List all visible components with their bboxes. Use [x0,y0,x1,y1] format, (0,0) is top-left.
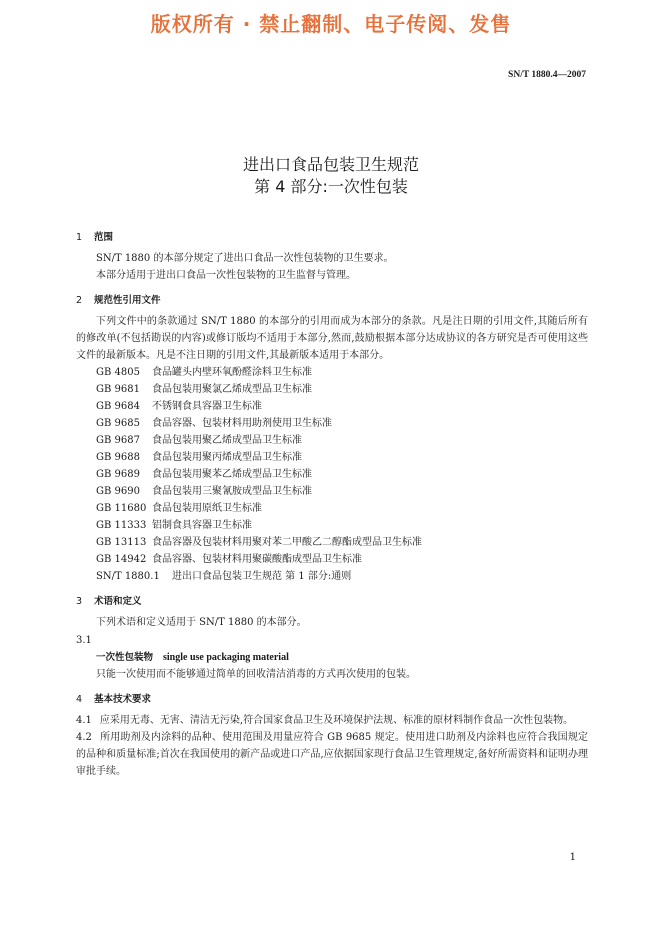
term-number: 3.1 [76,635,92,646]
section-heading-normative-references: 2 规范性引用文件 [76,295,161,306]
reference-list [76,364,588,585]
term-english: single use packaging material [163,652,289,663]
clause: 4.2 所用助剂及内涂料的品种、使用范围及用量应符合 GB 9685 规定。使用进口助剂及内涂料也应符合我国规定的品种和质量标准;首次在我国使用的新产品或进口产品,应依据国家现行食品卫生管理规定,备好所需资料和证明办理审批手续。 [76,732,588,777]
reference-item: GB 9687 食品包装用聚乙烯成型品卫生标准 [96,435,302,446]
reference-item: GB 9689 食品包装用聚苯乙烯成型品卫生标准 [96,469,312,480]
paragraph: 下列文件中的条款通过 SN/T 1880 的本部分的引用而成为本部分的条款。凡是注日期的引用文件,其随后所有的修改单(不包括勘误的内容)或修订版均不适用于本部分,然而,鼓励根据本部分达成协议的各方研究是否可使用这些文件的最新版本。凡是不注日期的引用文件,其最新版本适用于本部分。 [76,316,588,361]
paragraph: 本部分适用于进出口食品一次性包装物的卫生监督与管理。 [96,270,356,281]
paragraph: 下列术语和定义适用于 SN/T 1880 的本部分。 [96,617,307,628]
reference-item: GB 9685 食品容器、包装材料用助剂使用卫生标准 [96,418,332,429]
reference-item: GB 14942 食品容器、包装材料用聚碳酸酯成型品卫生标准 [96,554,362,565]
clause: 4.1 应采用无毒、无害、清洁无污染,符合国家食品卫生及环境保护法规、标准的原材料制作食品一次性包装物。 [76,715,574,726]
term-entry [76,649,588,666]
document-title: 进出口食品包装卫生规范 [242,155,419,174]
document-subtitle: 第 4 部分:一次性包装 [254,177,408,196]
document-body [76,226,588,780]
reference-item: GB 9681 食品包装用聚氯乙烯成型品卫生标准 [96,384,312,395]
reference-item: GB 13113 食品容器及包装材料用聚对苯二甲酸乙二醇酯成型品卫生标准 [96,537,422,548]
term-definition: 只能一次使用而不能够通过简单的回收清洁消毒的方式再次使用的包装。 [96,669,416,680]
reference-item: GB 9688 食品包装用聚丙烯成型品卫生标准 [96,452,302,463]
reference-item: GB 9684 不锈钢食具容器卫生标准 [96,401,262,412]
page-number: 1 [569,852,576,863]
reference-item: GB 4805 食品罐头内壁环氧酚醛涂料卫生标准 [96,367,312,378]
section-heading-terms: 3 术语和定义 [76,596,142,607]
standard-code: SN/T 1880.4—2007 [508,70,586,80]
term-chinese: 一次性包装物 [96,652,154,663]
copyright-banner: 版权所有 · 禁止翻制、电子传阅、发售 [150,12,512,36]
reference-item: GB 11333 铝制食具容器卫生标准 [96,520,252,531]
reference-item: GB 9690 食品包装用三聚氰胺成型品卫生标准 [96,486,312,497]
paragraph: SN/T 1880 的本部分规定了进出口食品一次性包装物的卫生要求。 [96,253,394,264]
section-heading-scope: 1 范围 [76,232,114,243]
reference-item: SN/T 1880.1 进出口食品包装卫生规范 第 1 部分:通则 [96,571,352,582]
reference-item: GB 11680 食品包装用原纸卫生标准 [96,503,262,514]
section-heading-technical-requirements: 4 基本技术要求 [76,694,152,705]
